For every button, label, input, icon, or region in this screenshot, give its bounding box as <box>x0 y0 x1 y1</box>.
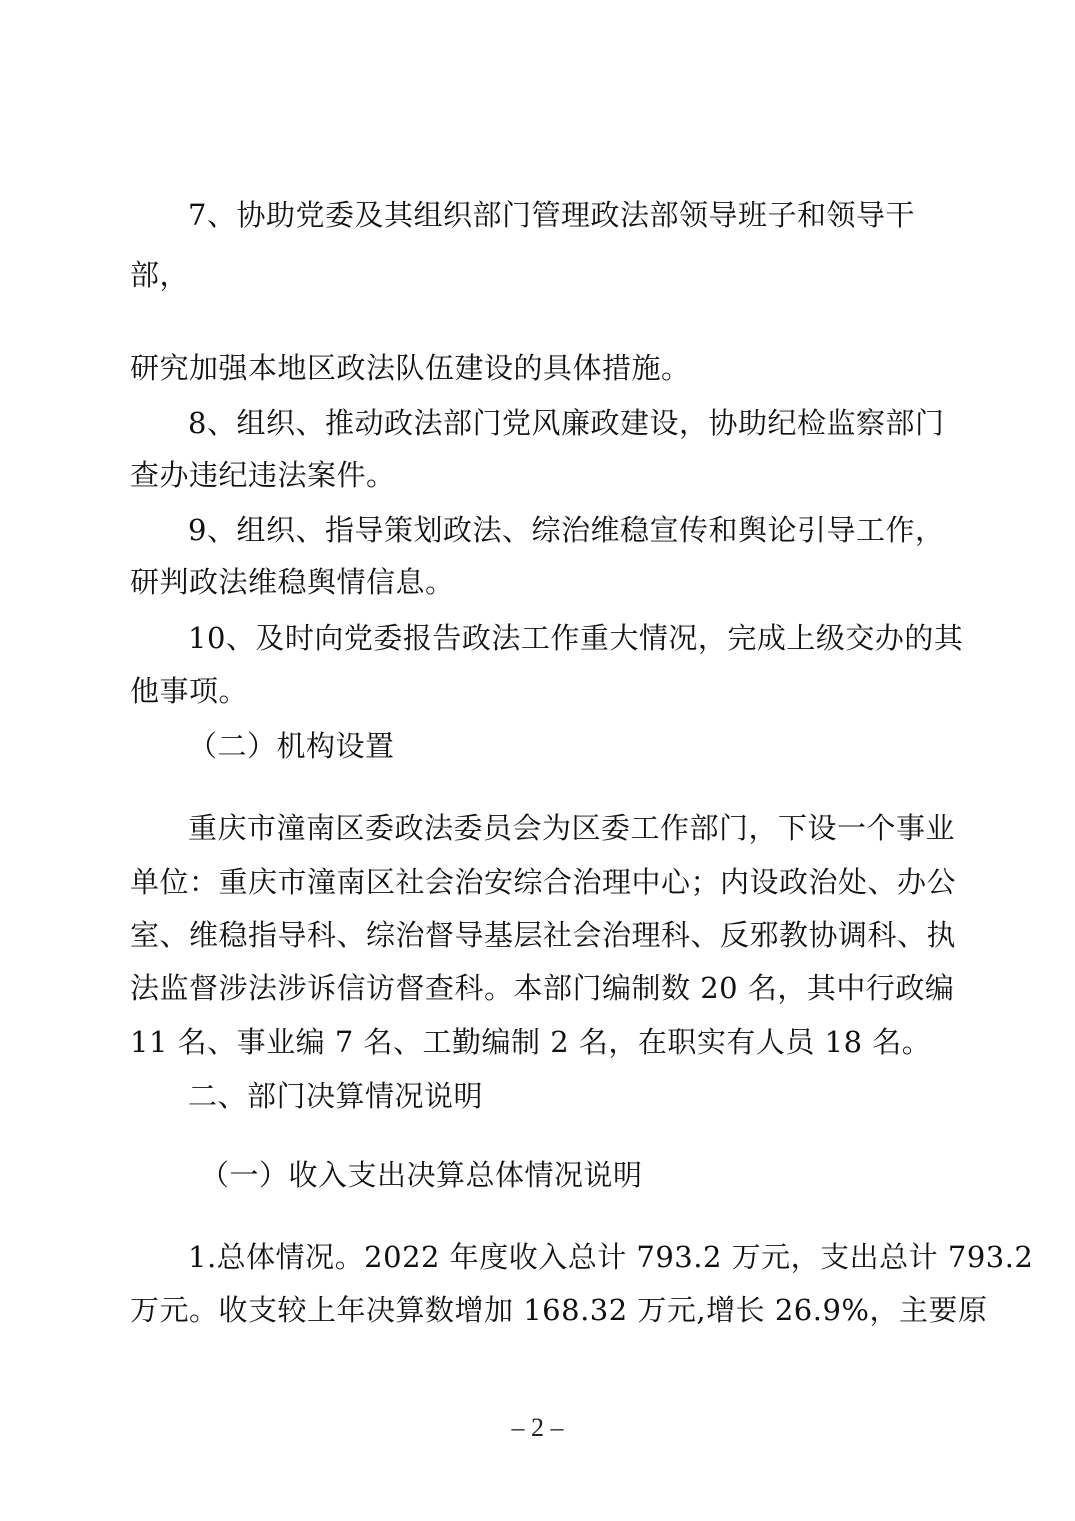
paragraph-line: 法监督涉法涉诉信访督查科。本部门编制数 20 名，其中行政编 <box>130 971 955 1005</box>
page-number: – 2 – <box>511 1413 564 1442</box>
paragraph-line: 7、协助党委及其组织部门管理政法部领导班子和领导干 <box>188 198 915 232</box>
paragraph-line: 查办违纪违法案件。 <box>130 458 396 492</box>
paragraph-line: 研究加强本地区政法队伍建设的具体措施。 <box>130 351 691 385</box>
paragraph-line: 单位：重庆市潼南区社会治安综合治理中心；内设政治处、办公 <box>130 865 957 899</box>
paragraph-line: 万元。收支较上年决算数增加 168.32 万元,增长 26.9%，主要原 <box>130 1293 988 1327</box>
paragraph-line: 他事项。 <box>130 674 249 708</box>
paragraph-line: 1.总体情况。2022 年度收入总计 793.2 万元，支出总计 793.2 <box>188 1240 1034 1274</box>
section-heading: （二）机构设置 <box>188 729 395 763</box>
paragraph-line: 8、组织、推动政法部门党风廉政建设，协助纪检监察部门 <box>188 406 945 440</box>
paragraph-line: 10、及时向党委报告政法工作重大情况，完成上级交办的其 <box>188 621 964 655</box>
paragraph-line: 9、组织、指导策划政法、综治维稳宣传和舆论引导工作， <box>188 513 945 547</box>
paragraph-line: 11 名、事业编 7 名、工勤编制 2 名，在职实有人员 18 名。 <box>130 1025 932 1059</box>
paragraph-line: 重庆市潼南区委政法委员会为区委工作部门，下设一个事业 <box>188 811 956 845</box>
paragraph-line: 室、维稳指导科、综治督导基层社会治理科、反邪教协调科、执 <box>130 918 957 952</box>
section-heading: （一）收入支出决算总体情况说明 <box>200 1158 643 1192</box>
paragraph-line: 部， <box>130 258 190 292</box>
paragraph-line: 研判政法维稳舆情信息。 <box>130 565 455 599</box>
section-heading: 二、部门决算情况说明 <box>188 1079 484 1113</box>
